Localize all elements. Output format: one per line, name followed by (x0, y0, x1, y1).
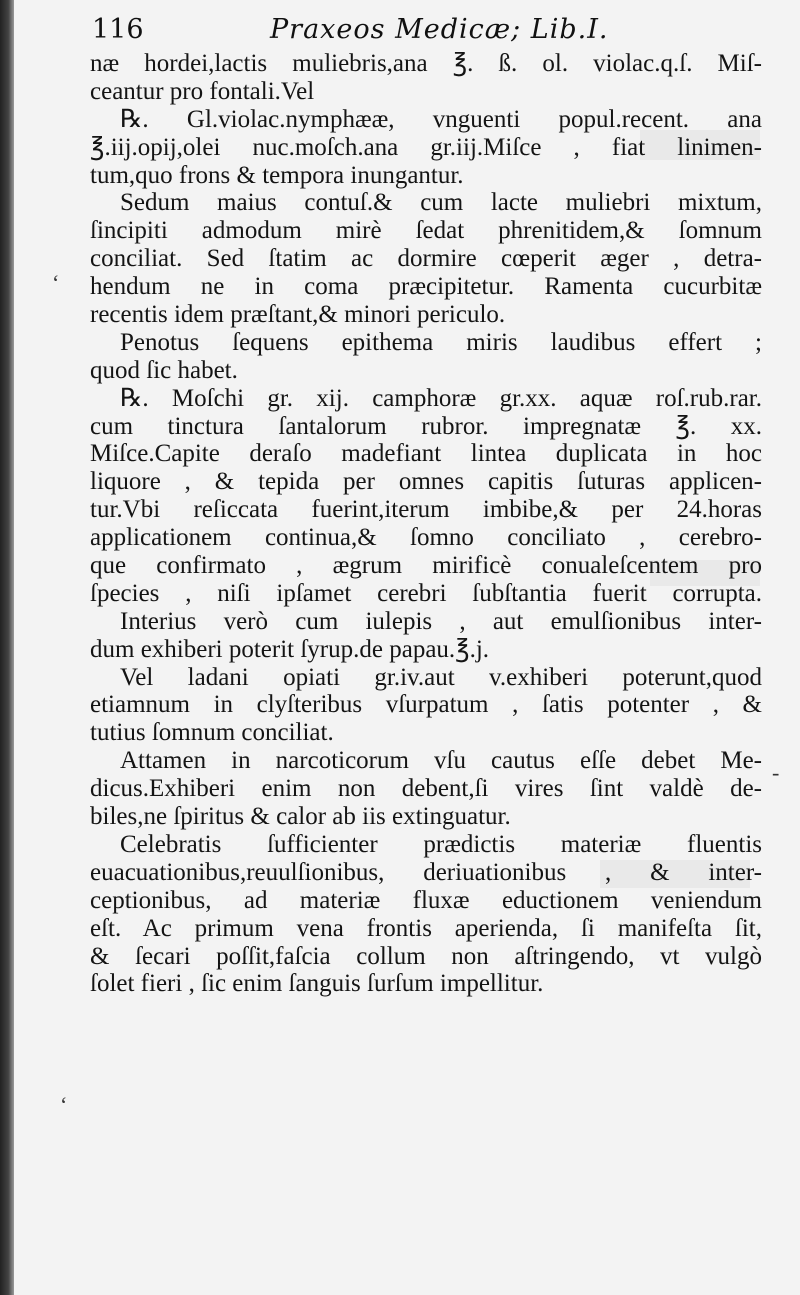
text-line: liquore , & tepida per omnes capitis ſuturas applicen- (90, 468, 762, 496)
text-line: eſt. Ac primum vena frontis aperienda, ſi manifeſta ſit, (90, 914, 762, 942)
text-line: Vel ladani opiati gr.iv.aut v.exhiberi poterunt,quod (120, 663, 762, 691)
text-block (90, 50, 762, 998)
text-line: recentis idem præſtant,& minori periculo. (90, 301, 506, 329)
text-line: ℞. Gl.violac.nymphææ, vnguenti popul.recent. ana (120, 105, 762, 133)
text-line: & ſecari poſſit,faſcia collum non aſtringendo, vt vulgò (90, 942, 762, 970)
text-line: tur.Vbi reſiccata fuerint,iterum imbibe,& per 24.horas (90, 496, 762, 524)
text-line: ceantur pro fontali.Vel (90, 77, 315, 105)
text-line: quod ſic habet. (90, 356, 238, 384)
running-title: Praxeos Medicæ; Lib.I. (270, 14, 609, 45)
text-line: ℥.iij.opij,olei nuc.moſch.ana gr.iij.Miſce , fiat linimen- (90, 133, 762, 161)
margin-tick-mark: - (772, 760, 780, 785)
binding-gutter (0, 0, 14, 1295)
text-line: ℞. Moſchi gr. xij. camphoræ gr.xx. aquæ roſ.rub.rar. (120, 384, 762, 412)
margin-tick-mark: ‘ (60, 1092, 68, 1117)
text-line: ceptionibus, ad materiæ fluxæ eductionem veniendum (90, 886, 762, 914)
text-line: Sedum maius contuſ.& cum lacte muliebri mixtum, (120, 189, 762, 217)
text-line: conciliat. Sed ſtatim ac dormire cœperit æger , detra- (90, 245, 762, 273)
text-line: Celebratis ſufficienter prædictis materiæ fluentis (120, 830, 762, 858)
text-line: ſincipiti admodum mirè ſedat phrenitidem,& ſomnum (90, 217, 762, 245)
text-line: applicationem continua,& ſomno conciliato , cerebro- (90, 524, 762, 552)
text-line: dum exhiberi poterit ſyrup.de papau.℥.j. (90, 635, 490, 663)
text-line: euacuationibus,reuulſionibus, deriuationibus , & inter- (90, 858, 762, 886)
text-line: cum tinctura ſantalorum rubror. impregnatæ ℥. xx. (90, 412, 762, 440)
text-line: que confirmato , ægrum mirificè conualeſcentem pro (90, 552, 762, 580)
text-line: Penotus ſequens epithema miris laudibus effert ; (120, 328, 762, 356)
text-line: Interius verò cum iulepis , aut emulſionibus inter- (120, 607, 762, 635)
text-line: Miſce.Capite deraſo madefiant lintea duplicata in hoc (90, 440, 762, 468)
page-number: 116 (92, 14, 144, 45)
margin-tick-mark: ‘ (52, 270, 60, 295)
text-line: ſolet fieri , ſic enim ſanguis ſurſum impellitur. (90, 970, 544, 998)
text-line: næ hordei,lactis muliebris,ana ℥. ß. ol. violac.q.ſ. Miſ- (90, 50, 762, 77)
text-line: hendum ne in coma præcipitetur. Ramenta cucurbitæ (90, 273, 762, 301)
text-line: Attamen in narcoticorum vſu cautus eſſe debet Me- (120, 747, 762, 775)
text-line: tutius ſomnum conciliat. (90, 719, 334, 747)
text-line: biles,ne ſpiritus & calor ab iis extinguatur. (90, 803, 511, 831)
text-line: ſpecies , niſi ipſamet cerebri ſubſtantia fuerit corrupta. (90, 579, 762, 607)
text-line: dicus.Exhiberi enim non debent,ſi vires ſint valdè de- (90, 775, 762, 803)
text-line: etiamnum in clyſteribus vſurpatum , ſatis potenter , & (90, 691, 762, 719)
page-header (88, 14, 768, 54)
text-line: tum,quo frons & tempora inungantur. (90, 161, 464, 189)
